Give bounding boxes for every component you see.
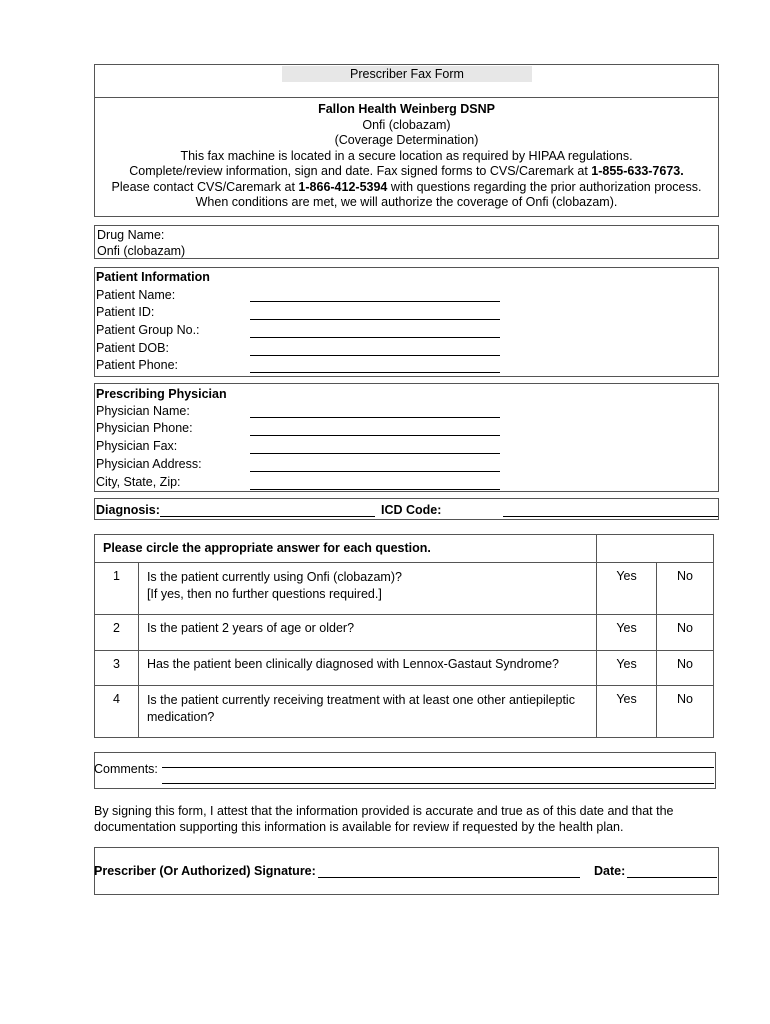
drug-name-value: Onfi (clobazam) — [97, 243, 186, 258]
answer-yes[interactable]: Yes — [597, 651, 657, 686]
question-row-2 — [95, 615, 714, 651]
physician-address-label: Physician Address: — [96, 457, 202, 471]
questions-header-row — [95, 535, 714, 563]
physician-fax-field[interactable] — [250, 453, 500, 454]
date-field[interactable] — [627, 877, 717, 878]
answer-no[interactable]: No — [657, 563, 714, 615]
question-text: Is the patient currently using Onfi (clobazam)? [If yes, then no further questions required.] — [138, 563, 596, 615]
form-title: Prescriber Fax Form — [282, 66, 532, 82]
answer-no[interactable]: No — [657, 686, 714, 738]
question-number: 3 — [95, 651, 139, 686]
physician-phone-label: Physician Phone: — [96, 421, 193, 435]
patient-info-heading: Patient Information — [96, 270, 210, 284]
patient-id-field[interactable] — [250, 319, 500, 320]
questions-instruction: Please circle the appropriate answer for each question. — [95, 535, 597, 563]
patient-phone-label: Patient Phone: — [96, 358, 179, 372]
drug-name-box — [94, 225, 719, 259]
answer-no[interactable]: No — [657, 651, 714, 686]
patient-group-field[interactable] — [250, 337, 500, 338]
fax-number: 1-855-633-7673. — [591, 164, 684, 178]
icd-code-label: ICD Code: — [381, 503, 442, 517]
patient-dob-label: Patient DOB: — [96, 341, 169, 355]
date-label: Date: — [594, 864, 626, 878]
question-row-4 — [95, 686, 714, 738]
answer-yes[interactable]: Yes — [597, 615, 657, 651]
authorization-notice: When conditions are met, we will authorize the coverage of Onfi (clobazam). — [195, 195, 618, 209]
physician-phone-field[interactable] — [250, 435, 500, 436]
drug-name-label: Drug Name: — [97, 228, 165, 242]
physician-fax-label: Physician Fax: — [96, 439, 178, 453]
question-number: 2 — [95, 615, 139, 651]
hipaa-notice: This fax machine is located in a secure location as required by HIPAA regulations. — [180, 148, 633, 163]
diagnosis-field[interactable] — [160, 516, 375, 517]
signature-label: Prescriber (Or Authorized) Signature: — [94, 864, 316, 878]
patient-name-label: Patient Name: — [96, 288, 176, 302]
answer-yes[interactable]: Yes — [597, 686, 657, 738]
phone-number: 1-866-412-5394 — [298, 179, 388, 194]
contact-instruction: Please contact CVS/Caremark at 1-866-412-5394 with questions regarding the prior authorization process. — [111, 179, 702, 194]
patient-dob-field[interactable] — [250, 355, 500, 356]
determination-type: (Coverage Determination) — [334, 133, 479, 147]
questions-table — [94, 534, 714, 738]
physician-name-label: Physician Name: — [96, 404, 190, 418]
answer-no[interactable]: No — [657, 615, 714, 651]
patient-id-label: Patient ID: — [96, 305, 155, 319]
question-text: Is the patient currently receiving treatment with at least one other antiepileptic medication? — [138, 686, 596, 738]
header-box — [94, 97, 719, 217]
comments-field-line-1[interactable] — [162, 767, 714, 768]
attestation-text: By signing this form, I attest that the information provided is accurate and true as of this date and that the documentation supporting this information is available for review if requested by the health plan. — [94, 804, 674, 834]
plan-name: Fallon Health Weinberg DSNP — [318, 102, 495, 116]
fax-instruction: Complete/review information, sign and date. Fax signed forms to CVS/Caremark at 1-855-633-7673. — [129, 164, 684, 178]
question-number: 1 — [95, 563, 139, 615]
physician-heading: Prescribing Physician — [96, 387, 227, 401]
diagnosis-label: Diagnosis: — [96, 503, 160, 517]
comments-field-line-2[interactable] — [162, 783, 714, 784]
question-text: Has the patient been clinically diagnosed with Lennox-Gastaut Syndrome? — [138, 651, 596, 686]
comments-label: Comments: — [94, 762, 158, 776]
signature-field[interactable] — [318, 877, 580, 878]
patient-phone-field[interactable] — [250, 372, 500, 373]
question-row-1 — [95, 563, 714, 615]
physician-name-field[interactable] — [250, 417, 500, 418]
question-row-3 — [95, 651, 714, 686]
patient-group-label: Patient Group No.: — [96, 323, 200, 337]
icd-code-field[interactable] — [503, 516, 718, 517]
patient-name-field[interactable] — [250, 301, 500, 302]
drug-title: Onfi (clobazam) — [362, 117, 451, 132]
city-state-zip-label: City, State, Zip: — [96, 475, 181, 489]
physician-address-field[interactable] — [250, 471, 500, 472]
question-number: 4 — [95, 686, 139, 738]
question-text: Is the patient 2 years of age or older? — [138, 615, 596, 651]
answer-yes[interactable]: Yes — [597, 563, 657, 615]
city-state-zip-field[interactable] — [250, 489, 500, 490]
